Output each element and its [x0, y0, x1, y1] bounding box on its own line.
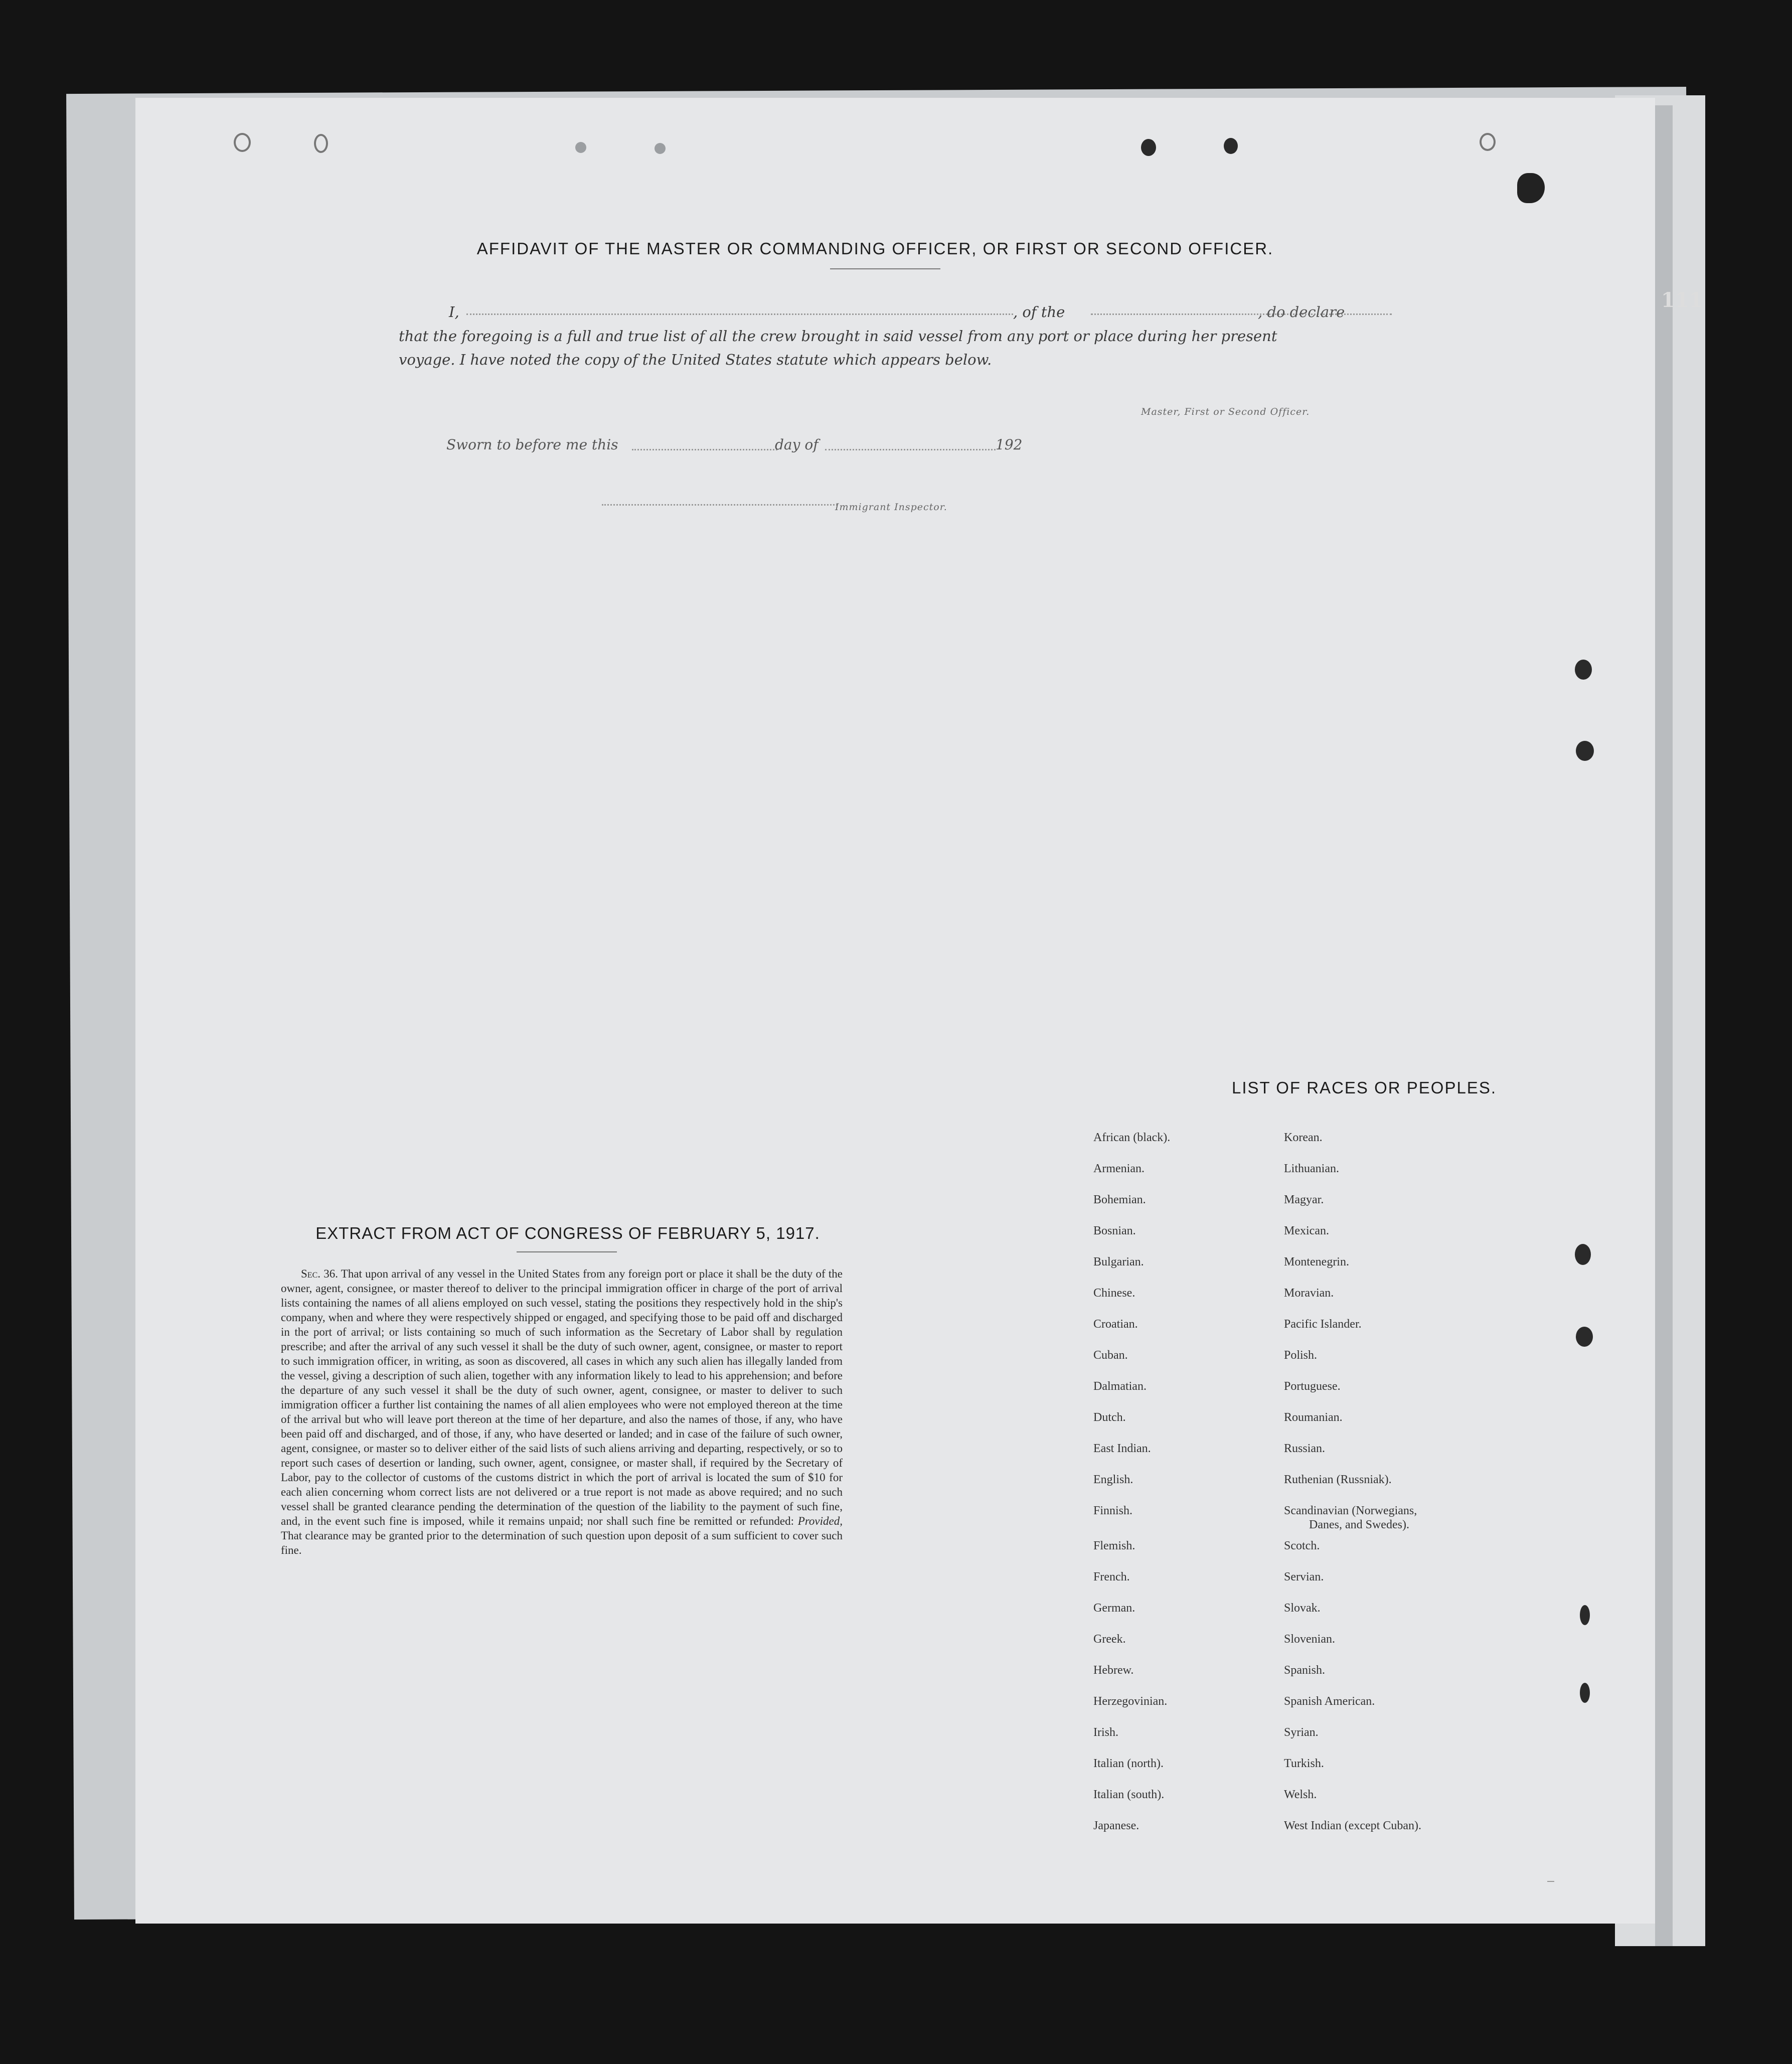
race-item: Turkish.	[1284, 1757, 1324, 1770]
race-item: East Indian.	[1093, 1442, 1151, 1455]
race-item: Spanish.	[1284, 1664, 1326, 1677]
name-blank-line[interactable]	[466, 313, 1013, 315]
race-item: Finnish.	[1093, 1504, 1133, 1517]
race-item: Scandinavian (Norwegians,	[1284, 1504, 1417, 1517]
page-number: 111	[1661, 288, 1703, 312]
ink-stain-icon	[1517, 173, 1545, 203]
race-item: Flemish.	[1093, 1539, 1135, 1552]
race-item: Italian (south).	[1093, 1788, 1165, 1801]
punch-hole-icon	[1575, 1244, 1591, 1265]
extract-title-rule	[517, 1251, 617, 1252]
affidavit-of-the-label: , of the	[1013, 303, 1065, 321]
punch-hole-icon	[1580, 1683, 1590, 1703]
inspector-signature-line[interactable]	[602, 504, 838, 506]
statute-text-part2: That clearance may be granted prior to the determination of such question upon deposit of a sum sufficient to cover such fine.	[281, 1529, 843, 1556]
affidavit-line-2: that the foregoing is a full and true list of all the crew brought in said vessel from any port or place during her present	[399, 328, 1277, 345]
race-item: Dalmatian.	[1093, 1380, 1147, 1393]
vessel-blank-line[interactable]	[1091, 313, 1392, 315]
affidavit-line-3: voyage. I have noted the copy of the United States statute which appears below.	[399, 351, 992, 368]
punch-hole-icon	[1576, 1327, 1593, 1347]
document-page	[135, 98, 1655, 1924]
punch-hole-icon	[1575, 660, 1592, 680]
affidavit-title-rule	[830, 268, 940, 269]
race-item: Pacific Islander.	[1284, 1318, 1362, 1331]
punch-hole-icon	[314, 134, 328, 153]
punch-hole-icon	[1224, 138, 1238, 154]
race-item: Croatian.	[1093, 1318, 1138, 1331]
statute-provided: Provided,	[797, 1515, 843, 1527]
sworn-month-blank-line[interactable]	[825, 449, 996, 450]
affidavit-title: AFFIDAVIT OF THE MASTER OR COMMANDING OFFICER, OR FIRST OR SECOND OFFICER.	[476, 239, 1274, 258]
race-item: Ruthenian (Russniak).	[1284, 1473, 1392, 1486]
race-item: Slovenian.	[1284, 1633, 1335, 1646]
year-label: 192	[996, 436, 1023, 453]
race-item: Scotch.	[1284, 1539, 1320, 1552]
sworn-day-blank-line[interactable]	[632, 449, 777, 450]
race-item: Montenegrin.	[1284, 1255, 1349, 1268]
punch-hole-icon	[655, 143, 666, 154]
punch-hole-icon	[1576, 741, 1594, 761]
race-item: Syrian.	[1284, 1726, 1319, 1739]
race-item: Polish.	[1284, 1349, 1318, 1362]
day-of-label: day of	[775, 436, 819, 453]
inspector-caption: Immigrant Inspector.	[835, 502, 947, 513]
affidavit-i-label: I,	[449, 303, 459, 321]
race-item: Roumanian.	[1284, 1411, 1343, 1424]
extract-title: EXTRACT FROM ACT OF CONGRESS OF FEBRUARY 5, 1917.	[315, 1224, 820, 1242]
race-item: Korean.	[1284, 1131, 1323, 1144]
punch-hole-icon	[1480, 133, 1496, 151]
race-item: German.	[1093, 1602, 1135, 1615]
race-item: Armenian.	[1093, 1162, 1145, 1175]
signature-caption: Master, First or Second Officer.	[1141, 406, 1310, 417]
race-item: Cuban.	[1093, 1349, 1128, 1362]
statute-text-part1: That upon arrival of any vessel in the United States from any foreign port or place it shall be the duty of the owner, agent, consignee, or master thereof to deliver to the principal immigration officer in charge of the port of arrival lists containing the names of all aliens employed on such vessel, stating the positions they respectively hold in the ship's company, when and where they were respectively shipped or engaged, and specifying those to be paid off and discharged in the port of arrival; or lists containing so much of such information as the Secretary of Labor shall by regulation prescribe; and after the arrival of any such vessel it shall be the duty of such owner, agent, consignee, or master to report to such immigration officer, in writing, as soon as discovered, all cases in which any such alien has illegally landed from the vessel, giving a description of such alien, together with any information likely to lead to his apprehension; and before the departure of any such vessel it shall be the duty of such owner, agent, consignee, or master to deliver to such immigration officer a further list containing the names of all alien employees who were not employed thereon at the time of the arrival but who will leave port thereon at the time of her departure, and also the names of those, if any, who have been paid off and discharged, and of those, if any, who have deserted or landed; and in case of the failure of such owner, agent, consignee, or master so to deliver either of the said lists of such aliens arriving and departing, respectively, or so to report such cases of desertion or landing, such owner, agent, consignee, or master shall, if required by the Secretary of Labor, pay to the collector of customs of the customs district in which the port of arrival is located the sum of $10 for each alien concerning whom correct lists are not delivered or a true report is not made as above required; and no such vessel shall be granted clearance pending the determination of the question of the liability to the payment of such fine, and, in the event such fine is imposed, while it remains unpaid; nor shall such fine be remitted or refunded:	[281, 1267, 843, 1527]
bottom-right-mark	[1547, 1881, 1554, 1882]
race-item: English.	[1093, 1473, 1133, 1486]
punch-hole-icon	[234, 133, 251, 152]
affidavit-do-declare-label: , do declare	[1258, 303, 1345, 321]
race-item: Magyar.	[1284, 1193, 1324, 1206]
race-item: French.	[1093, 1570, 1130, 1583]
race-item: Irish.	[1093, 1726, 1118, 1739]
race-item: Hebrew.	[1093, 1664, 1134, 1677]
statute-text	[281, 1266, 843, 1557]
races-title: LIST OF RACES OR PEOPLES.	[1231, 1078, 1497, 1097]
race-item: Welsh.	[1284, 1788, 1317, 1801]
punch-hole-icon	[575, 142, 586, 153]
race-item: African (black).	[1093, 1131, 1171, 1144]
races-right-column	[1284, 1131, 1565, 1914]
races-left-column	[1093, 1131, 1284, 1914]
race-item: Moravian.	[1284, 1287, 1334, 1300]
race-item: Bulgarian.	[1093, 1255, 1144, 1268]
race-item: Chinese.	[1093, 1287, 1135, 1300]
punch-hole-icon	[1141, 139, 1156, 156]
race-item: West Indian (except Cuban).	[1284, 1819, 1421, 1832]
race-item: Japanese.	[1093, 1819, 1139, 1832]
race-item: Bohemian.	[1093, 1193, 1146, 1206]
race-item: Servian.	[1284, 1570, 1324, 1583]
sworn-label: Sworn to before me this	[446, 436, 618, 453]
race-item: Danes, and Swedes).	[1309, 1518, 1409, 1531]
race-item: Italian (north).	[1093, 1757, 1164, 1770]
race-item: Mexican.	[1284, 1224, 1329, 1237]
race-item: Slovak.	[1284, 1602, 1321, 1615]
race-item: Bosnian.	[1093, 1224, 1136, 1237]
race-item: Russian.	[1284, 1442, 1326, 1455]
statute-section: Sec. 36.	[301, 1267, 338, 1280]
race-item: Lithuanian.	[1284, 1162, 1339, 1175]
race-item: Spanish American.	[1284, 1695, 1375, 1708]
race-item: Herzegovinian.	[1093, 1695, 1168, 1708]
race-item: Dutch.	[1093, 1411, 1126, 1424]
race-item: Portuguese.	[1284, 1380, 1341, 1393]
race-item: Greek.	[1093, 1633, 1126, 1646]
punch-hole-icon	[1580, 1605, 1590, 1625]
page-edge-strip	[1655, 105, 1673, 1946]
